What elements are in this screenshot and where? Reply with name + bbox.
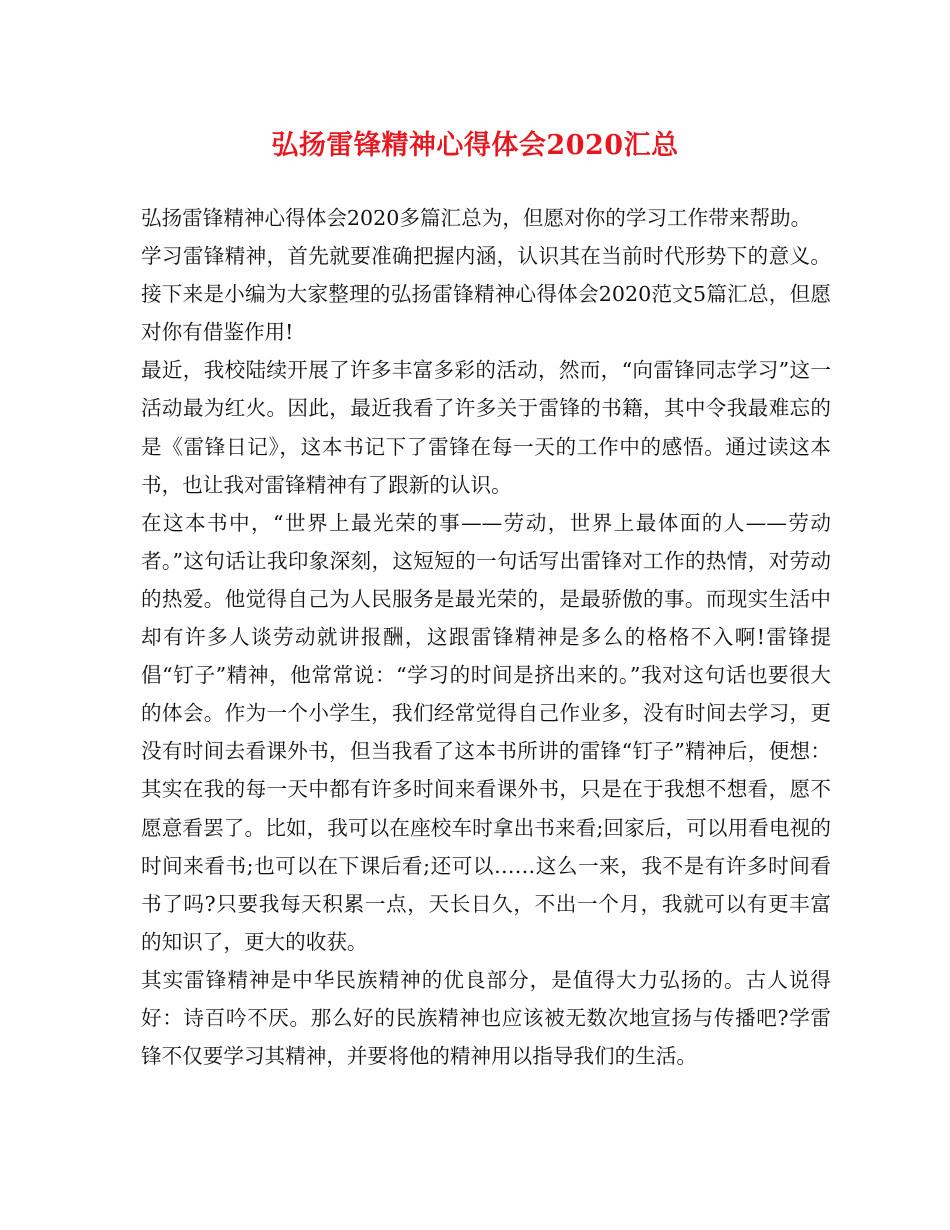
paragraph-activity: 最近，我校陆续开展了许多丰富多彩的活动，然而，“向雷锋同志学习”这一活动最为红火。因此，最近我看了许多关于雷锋的书籍，其中令我最难忘的是《雷锋日记》，这本书记下了雷锋在每一天的工作中的感悟。通过读这本书，也让我对雷锋精神有了跟新的认识。	[141, 358, 831, 497]
paragraph-intro: 弘扬雷锋精神心得体会2020多篇汇总为，但愿对你的学习工作带来帮助。	[141, 206, 812, 230]
page-title: 弘扬雷锋精神心得体会2020汇总	[271, 130, 679, 161]
paragraph-conclusion: 其实雷锋精神是中华民族精神的优良部分，是值得大力弘扬的。古人说得好：诗百吟不厌。那么好的民族精神也应该被无数次地宣扬与传播吧?学雷锋不仅要学习其精神，并要将他的精神用以指导我们的生活。	[141, 967, 831, 1069]
document-body	[141, 199, 831, 1075]
paragraph-book-reflection: 在这本书中，“世界上最光荣的事——劳动，世界上最体面的人——劳动者。”这句话让我印象深刻，这短短的一句话写出雷锋对工作的热情，对劳动的热爱。他觉得自己为人民服务是最光荣的，是最骄傲的事。而现实生活中却有许多人谈劳动就讲报酬，这跟雷锋精神是多么的格格不入啊!雷锋提倡“钉子”精神，他常常说：“学习的时间是挤出来的。”我对这句话也要很大的体会。作为一个小学生，我们经常觉得自己作业多，没有时间去学习，更没有时间去看课外书，但当我看了这本书所讲的雷锋“钉子”精神后，便想：其实在我的每一天中都有许多时间来看课外书，只是在于我想不想看，愿不愿意看罢了。比如，我可以在座校车时拿出书来看;回家后，可以用看电视的时间来看书;也可以在下课后看;还可以……这么一来，我不是有许多时间看书了吗?只要我每天积累一点，天长日久，不出一个月，我就可以有更丰富的知识了，更大的收获。	[141, 510, 831, 954]
paragraph-summary: 学习雷锋精神，首先就要准确把握内涵，认识其在当前时代形势下的意义。接下来是小编为大家整理的弘扬雷锋精神心得体会2020范文5篇汇总，但愿对你有借鉴作用!	[141, 244, 831, 345]
